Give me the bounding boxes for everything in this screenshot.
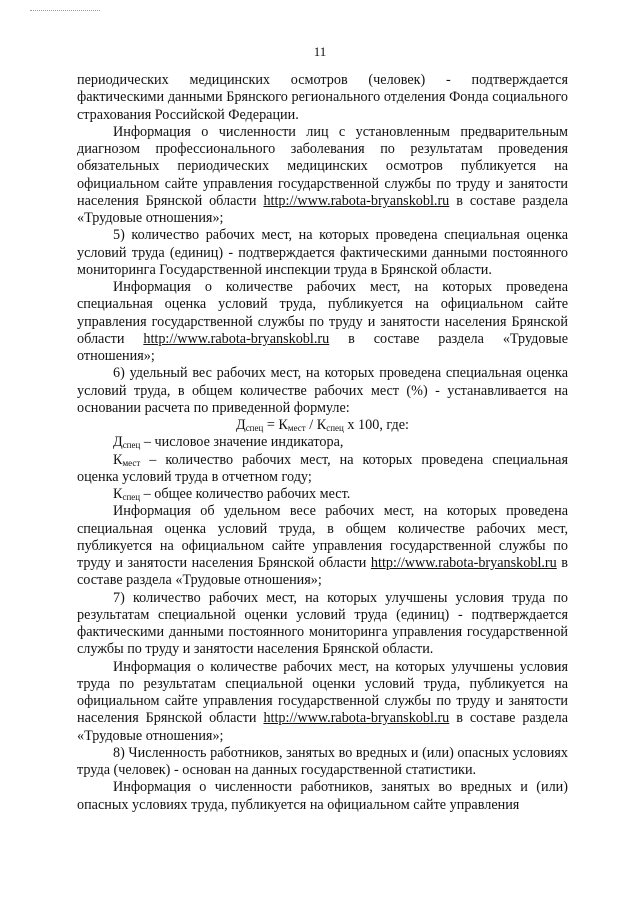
formula-k2-sub: спец — [326, 423, 344, 433]
paragraph-6-text: Информация об удельном весе рабочих мест, на которых проведена специальная оценка условий труда, в общем количестве рабочих мест, публикуется на официальном сайте управления государственной службы по труду и занятости населения Брянской области — [77, 503, 568, 571]
paragraph-8-text: Информация о количестве рабочих мест, на которых улучшены условия труда по результатам специальной оценки условий труда, публикуется на официальном сайте управления государственной службы по труду и занятости населения Брянской области — [77, 658, 568, 727]
def2-sub: мест — [122, 457, 141, 468]
def1-symbol: Д — [113, 434, 123, 451]
paragraph-2-tail: в составе раздела «Трудовые отношения»; — [77, 192, 568, 226]
paragraph-item-8: 8) Численность работников, занятых во вредных и (или) опасных условиях труда (человек) - основан на данных государственной статистики. — [77, 744, 568, 778]
def1-sub: спец — [122, 440, 141, 451]
paragraph-item-6: 6) удельный вес рабочих мест, на которых проведена специальная оценка условий труда, в общем количестве рабочих мест (%) - устанавливается на основании расчета по приведенной формуле: — [77, 365, 568, 416]
formula-d: Д — [236, 417, 246, 433]
definition-k-mest — [77, 452, 568, 487]
def2-symbol: К — [113, 451, 123, 468]
paragraph-item-7: 7) количество рабочих мест, на которых улучшены условия труда по результатам специальной оценки условий труда (единиц) - подтверждается фактическими данными постоянного мониторинга управления государственной службы по труду и занятости населения Брянской области. — [77, 589, 568, 658]
paragraph-10: Информация о численности работников, занятых во вредных и (или) опасных условиях труда, публикуется на официальном сайте управления — [77, 779, 568, 813]
scan-artifact — [30, 10, 100, 11]
paragraph-6 — [77, 503, 568, 589]
paragraph-1: периодических медицинских осмотров (человек) - подтверждается фактическими данными Брянского регионального отделения Фонда социального страхования Российской Федерации. — [77, 72, 568, 123]
paragraph-item-5: 5) количество рабочих мест, на которых проведена специальная оценка условий труда (единиц) - подтверждается фактическими данными постоянного мониторинга Государственной инспекции труда в Брянской области. — [77, 227, 568, 278]
link-rabota-bryanskobl[interactable]: http://www.rabota-bryanskobl.ru — [263, 192, 450, 209]
formula — [77, 417, 568, 434]
paragraph-4 — [77, 279, 568, 365]
formula-k1-sub: мест — [287, 423, 306, 433]
paragraph-8-tail: в составе раздела «Трудовые отношения»; — [77, 710, 568, 744]
link-rabota-bryanskobl[interactable]: http://www.rabota-bryanskobl.ru — [263, 710, 450, 727]
def3-text: – общее количество рабочих мест. — [140, 486, 351, 502]
paragraph-4-tail: в составе раздела «Трудовые отношения»; — [77, 330, 568, 364]
link-rabota-bryanskobl[interactable]: http://www.rabota-bryanskobl.ru — [143, 330, 330, 347]
definition-d-spec — [77, 434, 568, 451]
def3-symbol: К — [113, 486, 123, 502]
paragraph-8 — [77, 659, 568, 745]
document-body — [77, 72, 568, 814]
page-number: 11 — [313, 44, 327, 59]
paragraph-2 — [77, 124, 568, 228]
formula-div: / К — [305, 417, 327, 433]
def1-text: – числовое значение индикатора, — [140, 434, 344, 451]
def2-text: – количество рабочих мест, на которых проведена специальная оценка условий труда в отчетном году; — [77, 451, 568, 485]
formula-d-sub: спец — [245, 423, 264, 433]
formula-eq: = К — [263, 417, 288, 433]
paragraph-2-text: Информация о численности лиц с установленным предварительным диагнозом профессионального заболевания по результатам проведения обязательных периодических медицинских осмотров публикуется на официальном сайте управления государственной службы по труду и занятости населения Брянской области — [77, 123, 568, 209]
formula-tail: х 100, где: — [343, 417, 409, 433]
paragraph-4-text: Информация о количестве рабочих мест, на которых проведена специальная оценка условий труда, публикуется на официальном сайте управления государственной службы по труду и занятости населения Брянской области — [77, 279, 568, 347]
definition-k-spec — [77, 486, 568, 503]
paragraph-6-tail: в составе раздела «Трудовые отношения»; — [77, 555, 568, 589]
link-rabota-bryanskobl[interactable]: http://www.rabota-bryanskobl.ru — [370, 555, 557, 571]
def3-sub: спец — [122, 492, 141, 502]
